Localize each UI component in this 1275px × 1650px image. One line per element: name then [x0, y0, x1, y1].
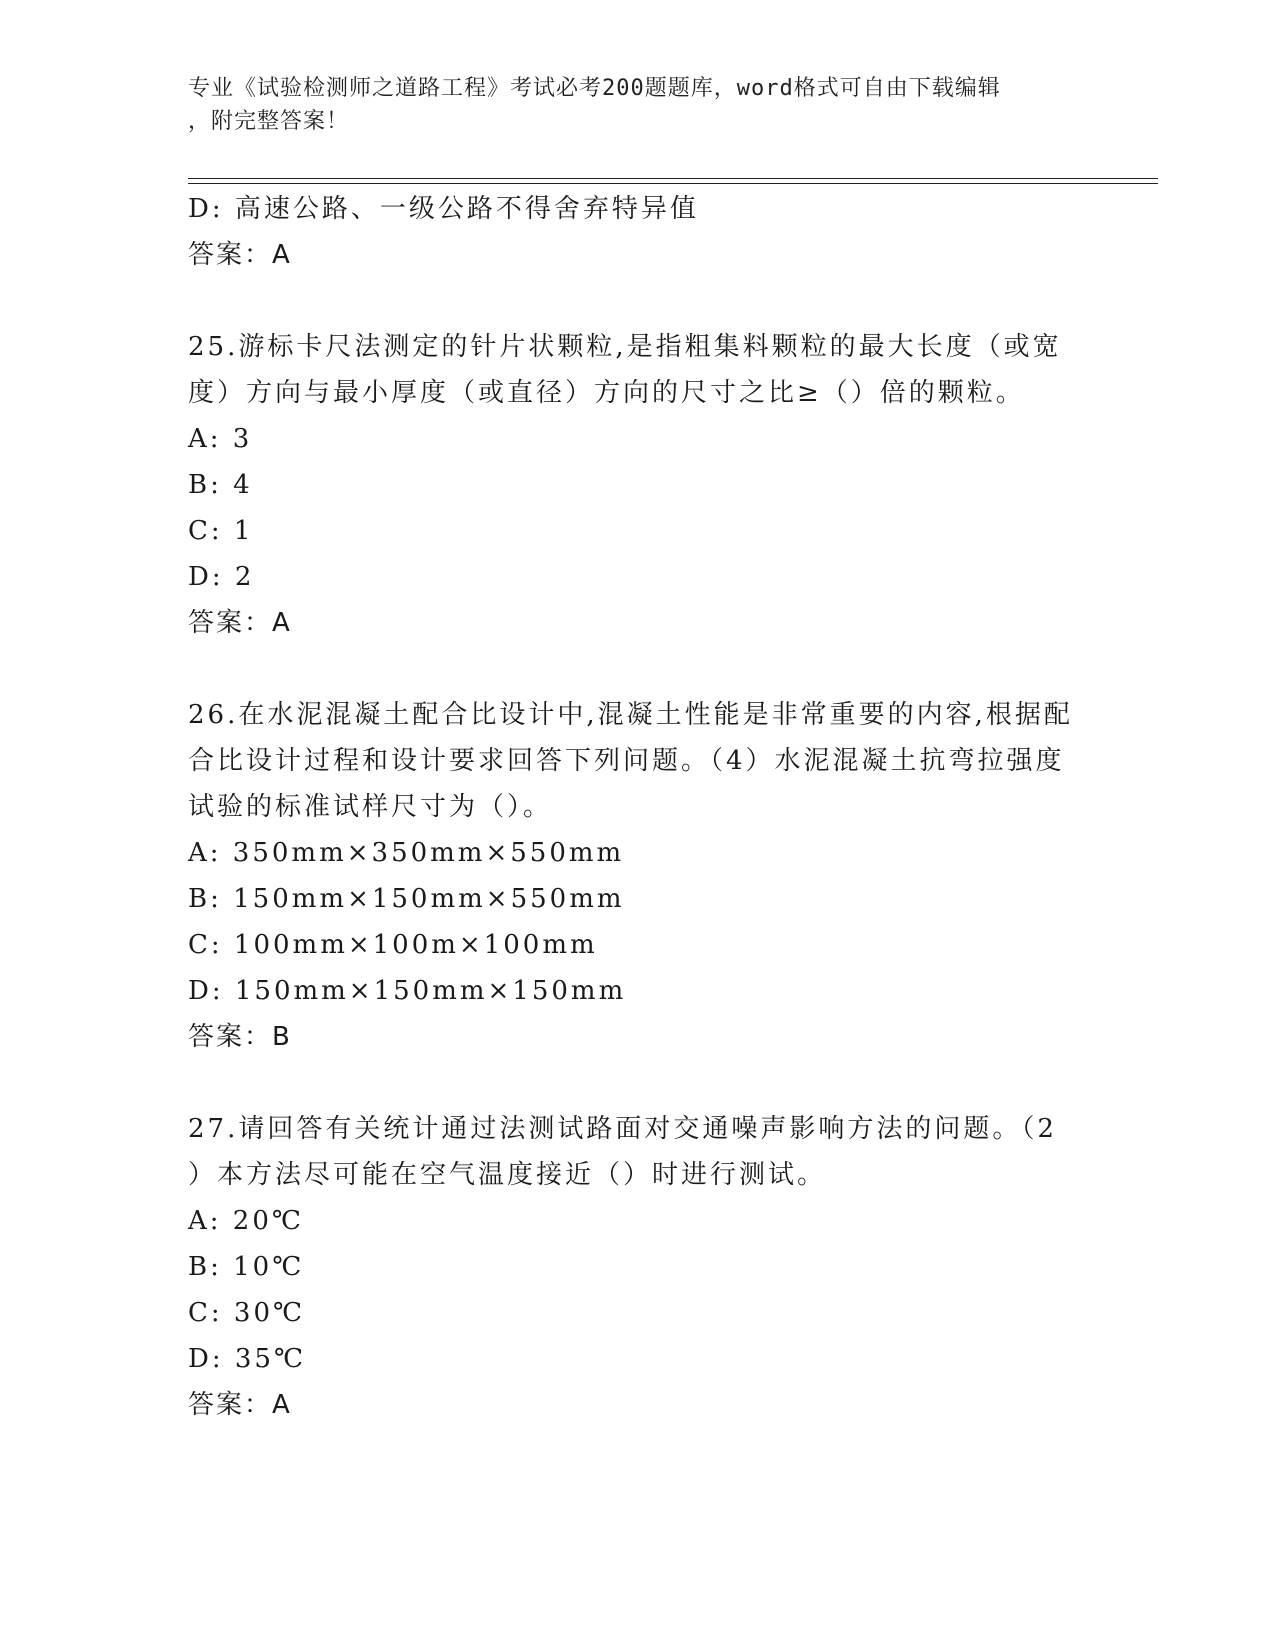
question-stem-line: 27.请回答有关统计通过法测试路面对交通噪声影响方法的问题。（2	[188, 1114, 1057, 1144]
answer: 答案：A	[188, 1390, 292, 1420]
answer: 答案：B	[188, 1022, 292, 1052]
option-a: A: 350mm×350mm×550mm	[188, 838, 625, 868]
header-divider-bottom	[188, 183, 1158, 184]
option-c: C: 1	[188, 516, 254, 546]
spacer	[188, 646, 1088, 692]
option-d: D: 2	[188, 562, 255, 592]
spacer	[188, 1060, 1088, 1106]
page-header	[188, 72, 1068, 138]
option-d: D: 高速公路、一级公路不得舍弃特异值	[188, 194, 699, 224]
question-26	[188, 692, 1088, 1060]
question-stem-line: 合比设计过程和设计要求回答下列问题。（4）水泥混凝土抗弯拉强度	[188, 746, 1065, 776]
question-stem-line: 试验的标准试样尺寸为（）。	[188, 792, 553, 822]
option-b: B: 150mm×150mm×550mm	[188, 884, 625, 914]
option-d: D: 150mm×150mm×150mm	[188, 976, 627, 1006]
header-line-2: ，附完整答案！	[188, 109, 350, 134]
question-25	[188, 324, 1088, 646]
option-a: A: 3	[188, 424, 253, 454]
header-line-1: 专业《试验检测师之道路工程》考试必考200题题库，word格式可自由下载编辑	[188, 76, 1001, 101]
option-a: A: 20℃	[188, 1206, 304, 1236]
question-24-tail	[188, 186, 1088, 278]
question-27	[188, 1106, 1088, 1428]
option-b: B: 10℃	[188, 1252, 305, 1282]
answer: 答案：A	[188, 608, 292, 638]
spacer	[188, 278, 1088, 324]
option-c: C: 30℃	[188, 1298, 306, 1328]
header-divider-top	[188, 178, 1158, 179]
question-stem-line: 25.游标卡尺法测定的针片状颗粒,是指粗集料颗粒的最大长度（或宽	[188, 332, 1062, 362]
answer: 答案：A	[188, 240, 292, 270]
question-stem-line: 度）方向与最小厚度（或直径）方向的尺寸之比≥（）倍的颗粒。	[188, 378, 1025, 408]
option-b: B: 4	[188, 470, 253, 500]
option-d: D: 35℃	[188, 1344, 307, 1374]
question-stem-line: ）本方法尽可能在空气温度接近（）时进行测试。	[188, 1160, 827, 1190]
question-stem-line: 26.在水泥混凝土配合比设计中,混凝土性能是非常重要的内容,根据配	[188, 700, 1073, 730]
document-body	[188, 186, 1088, 1428]
option-c: C: 100mm×100m×100mm	[188, 930, 598, 960]
